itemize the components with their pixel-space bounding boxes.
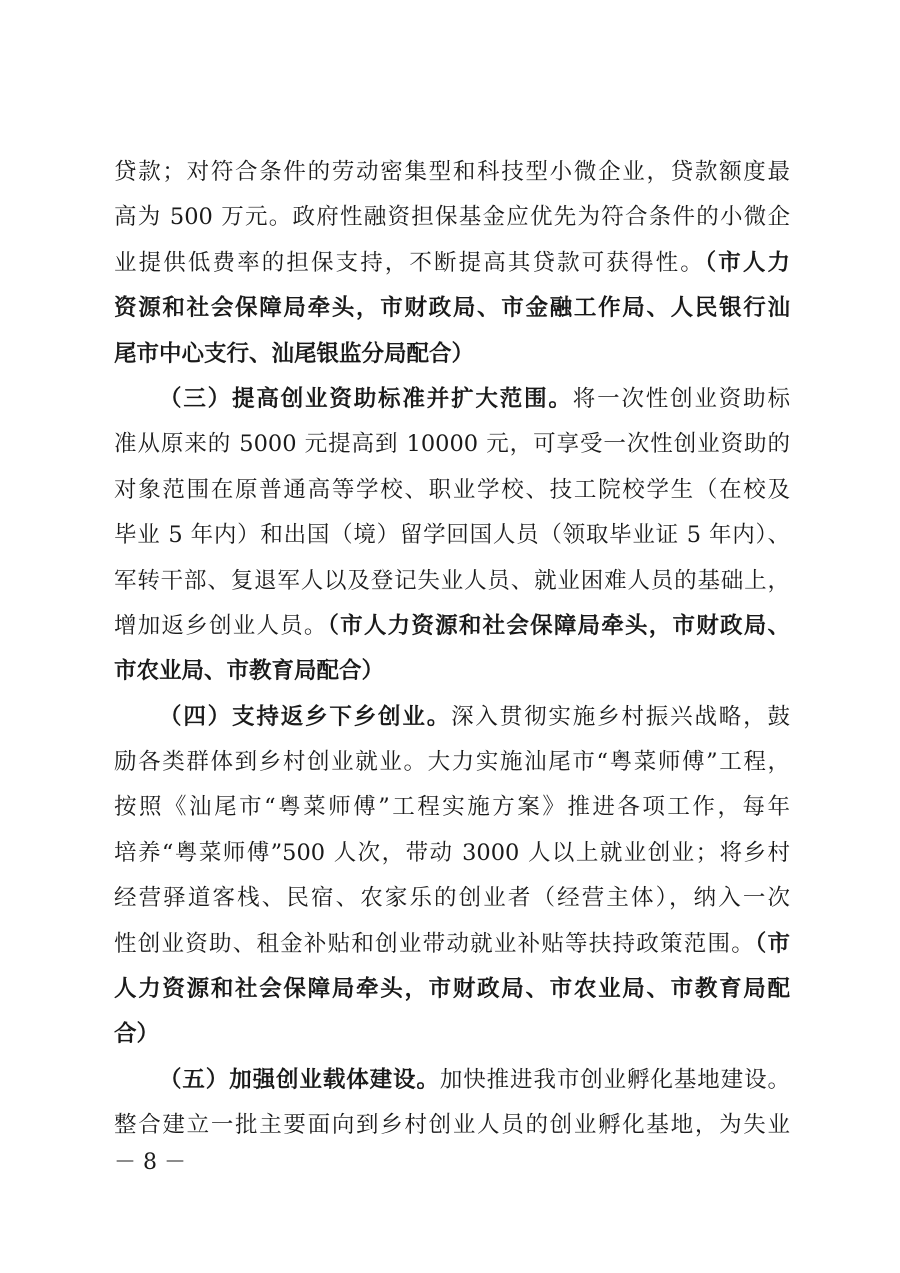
body-line	[114, 967, 790, 1012]
section-heading: （三）提高创业资助标准并扩大范围。	[159, 385, 573, 412]
section-heading: （五）加强创业载体建设。	[159, 1066, 440, 1093]
body-line	[114, 195, 790, 240]
body-line	[114, 1103, 790, 1148]
text-run: 培养“粤菜师傅”500 人次，带动 3000 人以上就业创业；将乡村	[114, 839, 790, 866]
responsibility-note: 人力资源和社会保障局牵头，市财政局、市农业局、市教育局配	[114, 976, 790, 1003]
text-run: 业提供低费率的担保支持，不断提高其贷款可获得性。	[114, 249, 705, 276]
section-heading: （四）支持返乡下乡创业。	[159, 703, 452, 730]
responsibility-note: （市人力资源和社会保障局牵头，市财政局、	[327, 612, 790, 639]
responsibility-note: 合）	[114, 1021, 160, 1048]
document-body	[114, 150, 790, 1149]
text-run: 增加返乡创业人员。	[114, 612, 328, 639]
text-run: 对象范围在原普通高等学校、职业学校、技工院校学生（在校及	[114, 476, 790, 503]
body-line	[114, 695, 790, 740]
body-line	[114, 649, 790, 694]
text-run: 深入贯彻实施乡村振兴战略，鼓	[451, 703, 790, 730]
text-run: 励各类群体到乡村创业就业。大力实施汕尾市“粤菜师傅”工程，	[114, 749, 790, 776]
body-line	[114, 513, 790, 558]
text-run: 经营驿道客栈、民宿、农家乐的创业者（经营主体），纳入一次	[114, 885, 790, 912]
body-line	[114, 332, 790, 377]
body-line	[114, 604, 790, 649]
page-number: － 8 －	[114, 1150, 186, 1175]
body-line	[114, 559, 790, 604]
body-line	[114, 831, 790, 876]
text-run: 准从原来的 5000 元提高到 10000 元，可享受一次性创业资助的	[114, 431, 790, 458]
body-line	[114, 922, 790, 967]
body-line	[114, 1012, 790, 1057]
text-run: 加快推进我市创业孵化基地建设。	[439, 1066, 790, 1093]
body-line	[114, 377, 790, 422]
responsibility-note: 尾市中心支行、汕尾银监分局配合）	[114, 340, 475, 367]
text-run: 性创业资助、租金补贴和创业带动就业补贴等扶持政策范围。	[114, 930, 755, 957]
responsibility-note: 资源和社会保障局牵头，市财政局、市金融工作局、人民银行汕	[114, 295, 790, 322]
responsibility-note: （市人力	[704, 249, 790, 276]
responsibility-note: 市农业局、市教育局配合）	[114, 658, 385, 685]
body-line	[114, 241, 790, 286]
body-line	[114, 422, 790, 467]
body-line	[114, 876, 790, 921]
text-run: 贷款；对符合条件的劳动密集型和科技型小微企业，贷款额度最	[114, 159, 790, 185]
responsibility-note: （市	[754, 930, 790, 957]
body-line	[114, 785, 790, 830]
text-run: 毕业 5 年内）和出国（境）留学回国人员（领取毕业证 5 年内）、	[114, 522, 790, 549]
text-run: 将一次性创业资助标	[572, 385, 790, 412]
text-run: 军转干部、复退军人以及登记失业人员、就业困难人员的基础上，	[114, 567, 790, 594]
body-line	[114, 740, 790, 785]
body-line	[114, 1058, 790, 1103]
text-run: 按照《汕尾市“粤菜师傅”工程实施方案》推进各项工作，每年	[114, 794, 790, 821]
body-line	[114, 150, 790, 195]
text-run: 高为 500 万元。政府性融资担保基金应优先为符合条件的小微企	[114, 204, 790, 231]
body-line	[114, 468, 790, 513]
body-line	[114, 286, 790, 331]
text-run: 整合建立一批主要面向到乡村创业人员的创业孵化基地，为失业	[114, 1112, 790, 1139]
